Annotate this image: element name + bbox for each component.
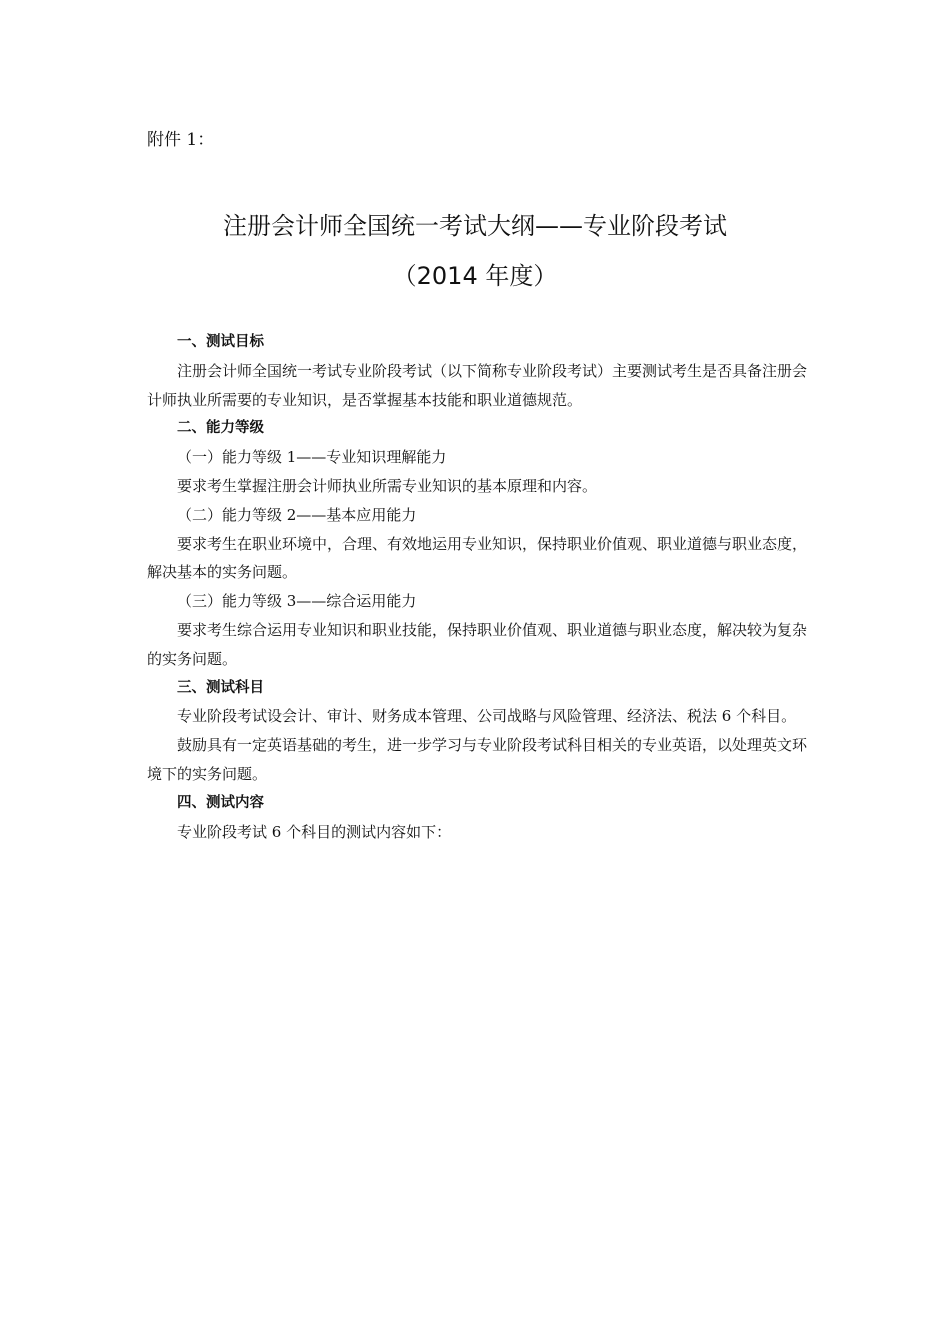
ability-level-3-text: 要求考生综合运用专业知识和职业技能，保持职业价值观、职业道德与职业态度，解决较为复杂的实务问题。: [147, 620, 808, 668]
ability-level-1-title: （一）能力等级 1——专业知识理解能力: [177, 448, 447, 467]
paragraph-test-objective: 注册会计师全国统一考试专业阶段考试（以下简称专业阶段考试）主要测试考生是否具备注册会计师执业所需要的专业知识，是否掌握基本技能和职业道德规范。: [147, 361, 808, 409]
paragraph-test-subjects: 专业阶段考试设会计、审计、财务成本管理、公司战略与风险管理、经济法、税法 6 个科目。: [177, 707, 797, 726]
paragraph-test-content: 专业阶段考试 6 个科目的测试内容如下：: [177, 822, 452, 841]
section-heading-ability-levels: 二、能力等级: [177, 420, 264, 437]
ability-level-1-text: 要求考生掌握注册会计师执业所需专业知识的基本原理和内容。: [177, 476, 598, 495]
document-title: 注册会计师全国统一考试大纲——专业阶段考试: [223, 212, 727, 240]
document-body: [147, 328, 807, 846]
ability-level-2-title: （二）能力等级 2——基本应用能力: [177, 505, 417, 524]
paragraph-english-encouragement: 鼓励具有一定英语基础的考生，进一步学习与专业阶段考试科目相关的专业英语，以处理英文环境下的实务问题。: [147, 736, 808, 783]
attachment-label: 附件 1：: [147, 130, 215, 150]
section-heading-test-content: 四、测试内容: [177, 794, 264, 811]
ability-level-2-text: 要求考生在职业环境中，合理、有效地运用专业知识，保持职业价值观、职业道德与职业态度，解决基本的实务问题。: [147, 534, 808, 582]
ability-level-3-title: （三）能力等级 3——综合运用能力: [177, 592, 417, 611]
section-heading-test-objective: 一、测试目标: [177, 334, 264, 350]
document-subtitle-year: （2014 年度）: [392, 262, 558, 290]
section-heading-test-subjects: 三、测试科目: [177, 679, 264, 696]
